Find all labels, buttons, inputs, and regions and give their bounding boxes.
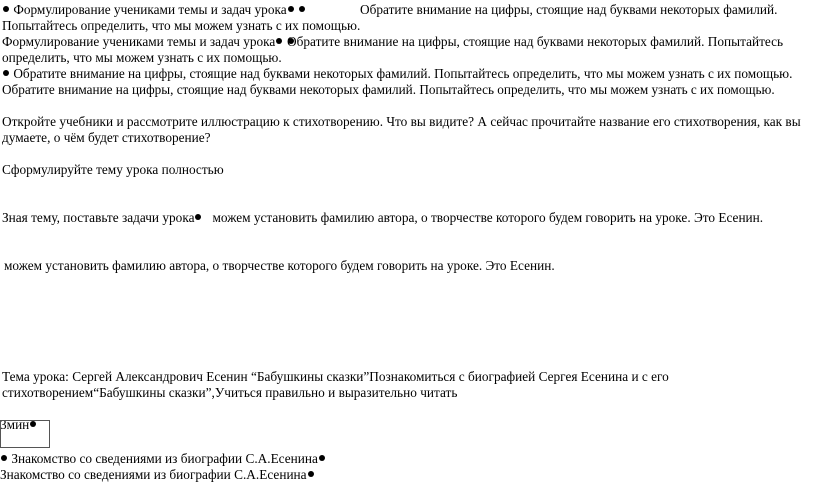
biography-item-2: [0, 467, 315, 483]
biography-item-1: [0, 451, 326, 467]
formulate-topic: Сформулируйте тему урока полностью: [2, 162, 224, 177]
biography-text-1: Знакомство со сведениями из биографии С.А.Есенина: [11, 451, 318, 466]
tasks-line: [2, 210, 763, 226]
bullet-icon: [1, 455, 7, 461]
tasks-answer-repeat: можем установить фамилию автора, о творчестве которого будем говорить на уроке. Это Есенин.: [4, 258, 555, 273]
tasks-answer: можем установить фамилию автора, о творчестве которого будем говорить на уроке. Это Есенин.: [212, 210, 764, 225]
tasks-lead: Зная тему, поставьте задачи урока: [2, 210, 195, 225]
step3-text: Обратите внимание на цифры, стоящие над буквами некоторых фамилий. Попытайтесь определить, что мы можем узнать с их помощью.: [13, 66, 793, 81]
step3-repeat: Обратите внимание на цифры, стоящие над буквами некоторых фамилий. Попытайтесь определить, что мы можем узнать с их помощью.: [2, 82, 775, 97]
bullet-icon: [308, 471, 314, 477]
step3-block: [2, 66, 812, 82]
step2-text: Обратите внимание на цифры, стоящие над буквами некоторых фамилий. Попытайтесь определить, что мы можем узнать с их помощью.: [2, 34, 784, 65]
bullet-icon: [319, 455, 325, 461]
timing-label: 3мин: [0, 417, 30, 432]
step1-text: Обратите внимание на цифры, стоящие над буквами некоторых фамилий. Попытайтесь определить, что мы можем узнать с их помощью.: [2, 2, 778, 33]
bullet-icon: [195, 214, 201, 220]
empty-cell-box: [0, 420, 50, 448]
textbook-prompt: Откройте учебники и рассмотрите иллюстрацию к стихотворению. Что вы видите? А сейчас прочитайте название его стихотворения, как вы думаете, о чём будет стихотворение?: [2, 114, 801, 145]
step1-title: Формулирование учениками темы и задач урока: [13, 2, 287, 17]
lesson-topic: Тема урока: Сергей Александрович Есенин “Бабушкины сказки”Познакомиться с биографией Сергея Есенина и с его стихотворением“Бабушкины сказки”,Учиться правильно и выразительно читать: [2, 369, 669, 400]
bullet-icon: [3, 70, 9, 76]
biography-text-2: Знакомство со сведениями из биографии С.А.Есенина: [0, 467, 307, 482]
step2-title: Формулирование учениками темы и задач урока: [2, 34, 276, 49]
